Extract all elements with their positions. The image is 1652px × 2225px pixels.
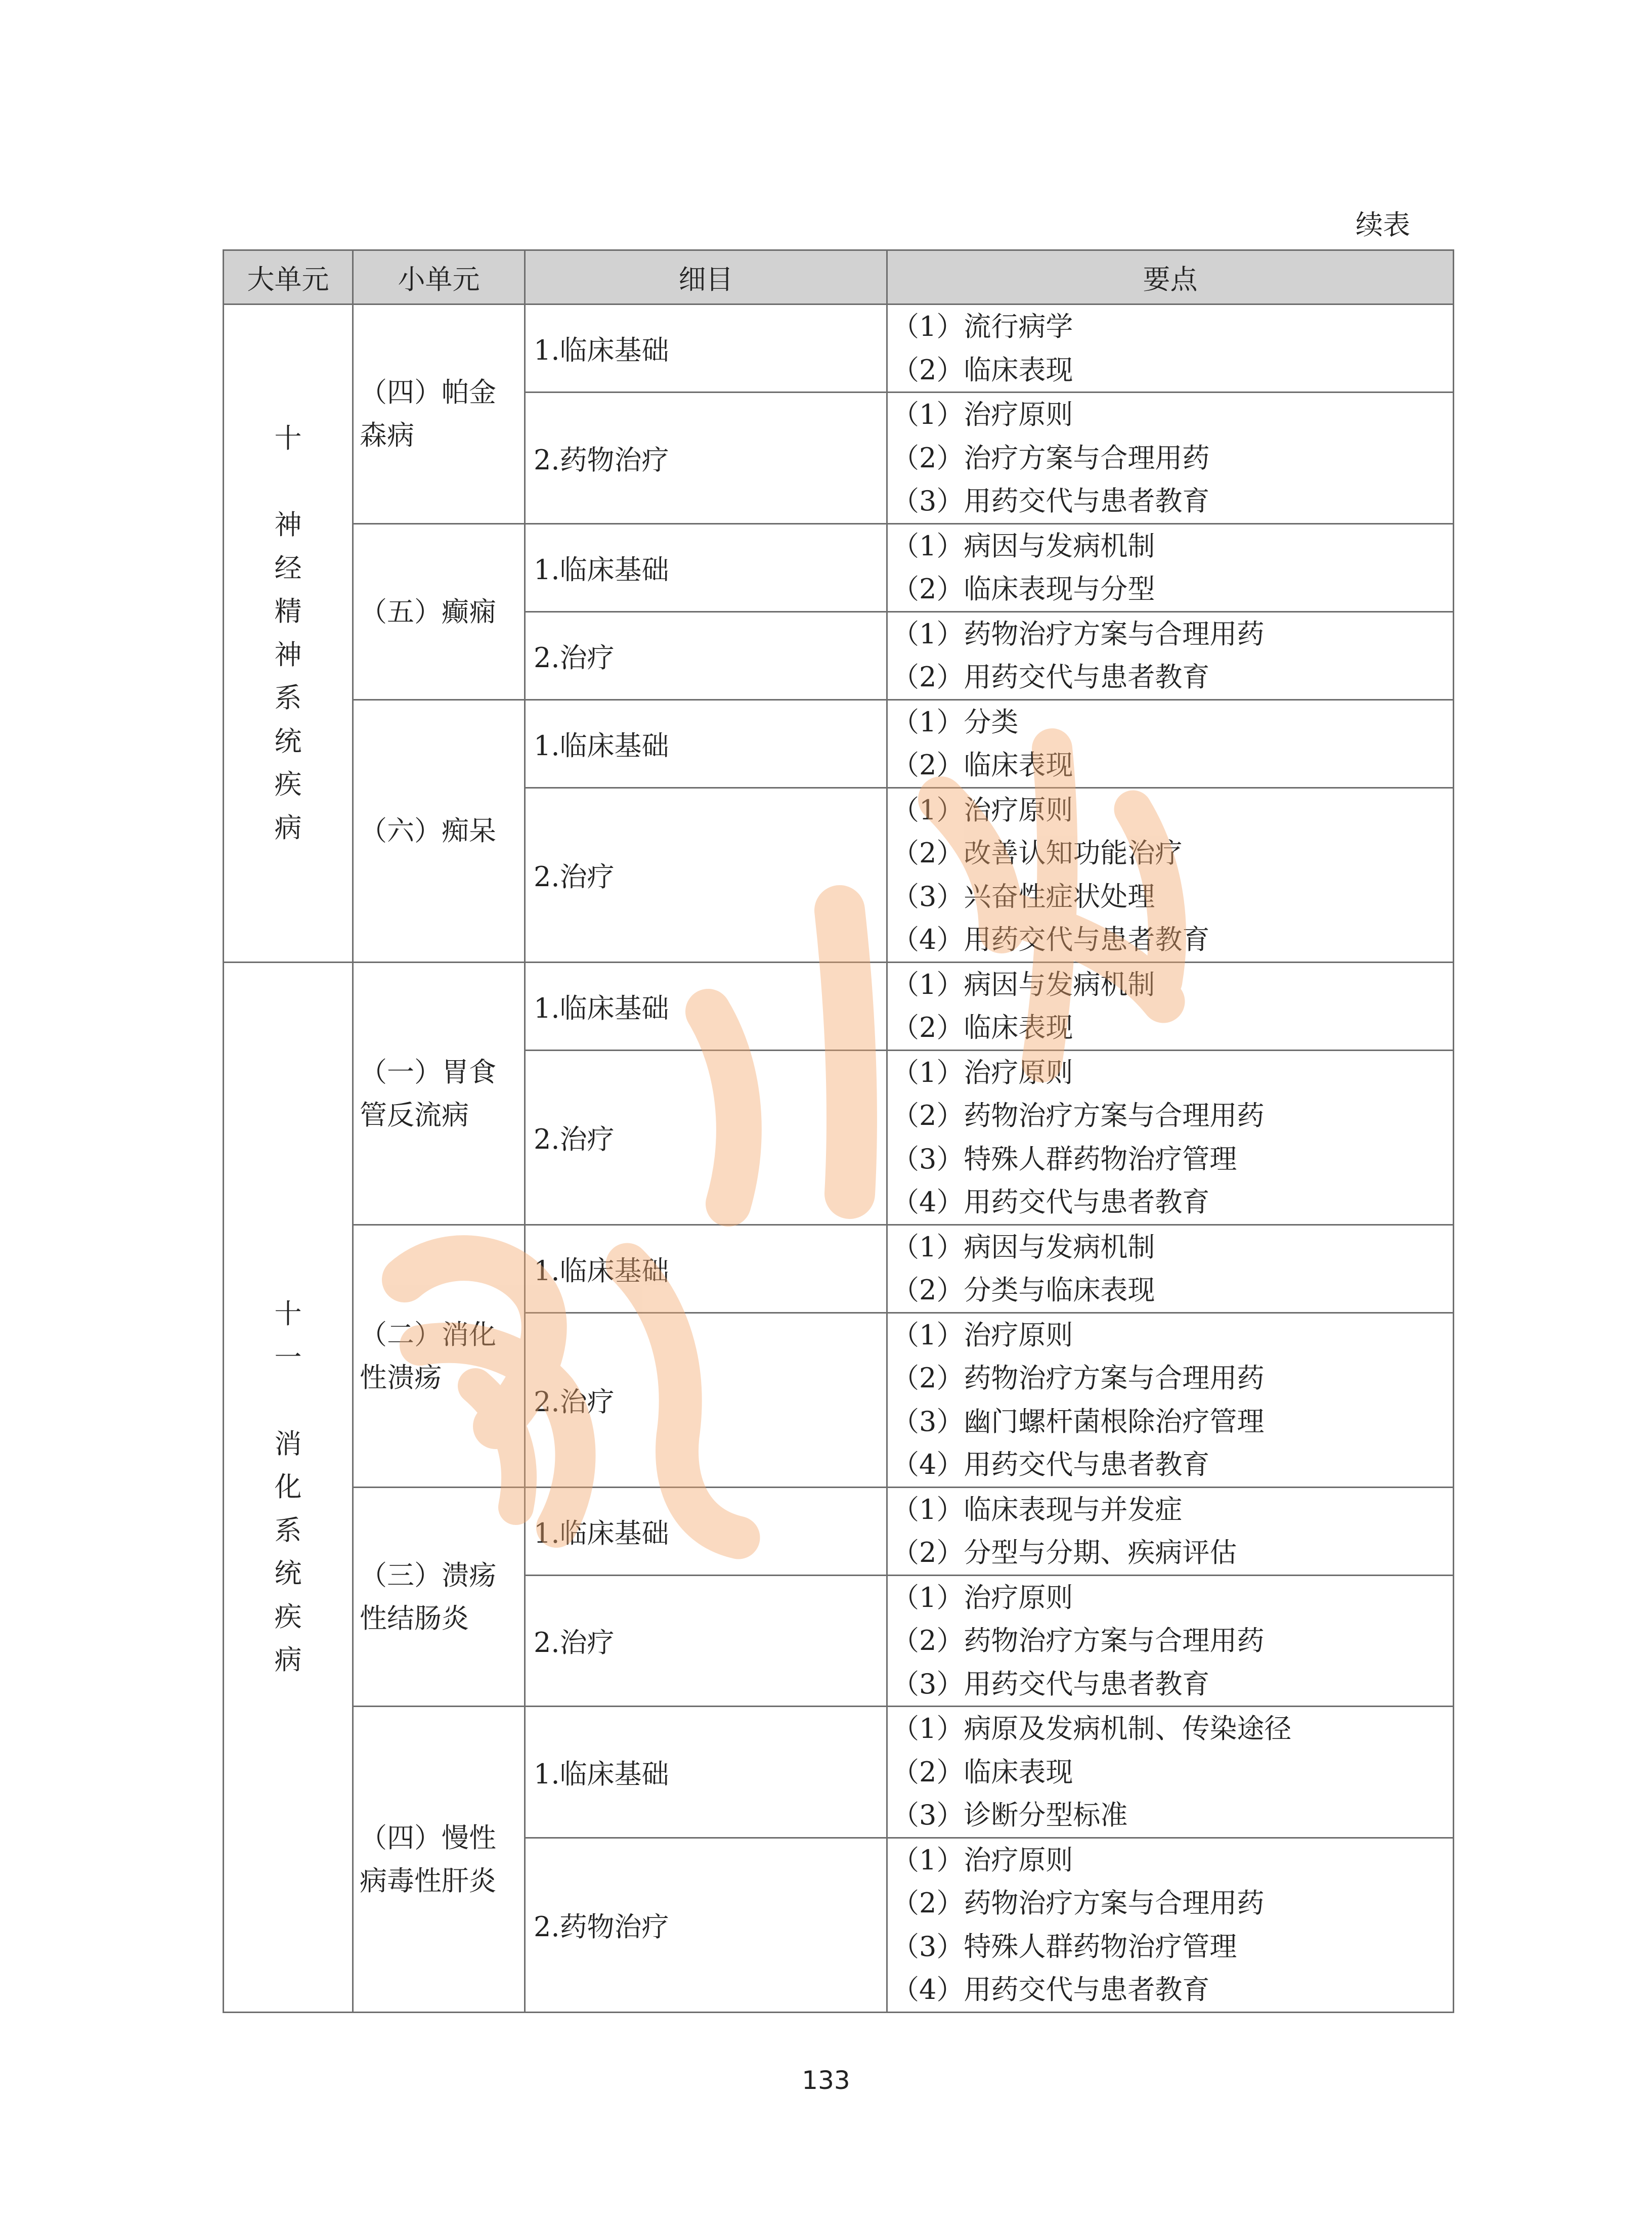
key-point: （3）用药交代与患者教育 [892,485,1210,517]
points-cell [887,1575,1454,1707]
key-point: （2）临床表现 [892,1756,1073,1788]
key-point: （1）病因与发病机制 [892,1231,1155,1263]
major-unit-name: 神经精神系统疾病 [274,509,302,844]
key-point: （4）用药交代与患者教育 [892,1449,1210,1480]
minor-unit-cell: （三）溃疡性结肠炎 [353,1487,525,1707]
points-cell [887,392,1454,524]
points-cell [887,788,1454,962]
key-point: （1）治疗原则 [892,1056,1073,1088]
key-point: （2）药物治疗方案与合理用药 [892,1362,1265,1394]
major-unit-cell [224,304,353,963]
points-cell [887,1225,1454,1313]
key-point: （3）兴奋性症状处理 [892,880,1155,912]
major-unit-cell [224,962,353,2012]
points-cell [887,1050,1454,1225]
key-point: （1）治疗原则 [892,1319,1073,1351]
detail-cell: 2.治疗 [525,1050,887,1225]
key-point: （3）特殊人群药物治疗管理 [892,1143,1237,1175]
key-point: （1）药物治疗方案与合理用药 [892,618,1265,650]
key-point: （1）病因与发病机制 [892,968,1155,1000]
minor-unit-cell: （一）胃食管反流病 [353,962,525,1225]
minor-unit-cell: （二）消化性溃疡 [353,1225,525,1487]
key-point: （1）治疗原则 [892,794,1073,826]
key-point: （2）临床表现 [892,354,1073,386]
table-row [224,1707,1454,1838]
detail-cell: 2.药物治疗 [525,1838,887,2012]
detail-cell: 2.治疗 [525,1575,887,1707]
key-point: （1）治疗原则 [892,399,1073,430]
header-major-unit: 大单元 [224,250,353,304]
header-detail: 细目 [525,250,887,304]
key-point: （1）病因与发病机制 [892,530,1155,562]
major-unit-name: 消化系统疾病 [274,1427,302,1676]
key-point: （1）临床表现与并发症 [892,1493,1183,1525]
points-cell [887,304,1454,392]
detail-cell: 1.临床基础 [525,1487,887,1575]
key-point: （2）治疗方案与合理用药 [892,442,1210,474]
continued-label: 续表 [1356,209,1410,241]
header-key-points: 要点 [887,250,1454,304]
key-point: （4）用药交代与患者教育 [892,924,1210,955]
major-unit-label [272,417,305,849]
minor-unit-cell: （五）癫痫 [353,523,525,700]
key-point: （2）临床表现 [892,749,1073,781]
points-cell [887,1707,1454,1838]
points-cell [887,962,1454,1050]
page-number: 133 [802,2066,850,2095]
key-point: （2）临床表现与分型 [892,573,1155,605]
key-point: （1）治疗原则 [892,1581,1073,1613]
key-point: （2）分类与临床表现 [892,1274,1155,1306]
detail-cell: 1.临床基础 [525,1707,887,1838]
key-point: （3）幽门螺杆菌根除治疗管理 [892,1405,1265,1437]
detail-cell: 2.治疗 [525,1313,887,1487]
minor-unit-cell: （六）痴呆 [353,700,525,962]
table-row [224,700,1454,788]
points-cell [887,612,1454,700]
points-cell [887,523,1454,612]
table-row [224,1225,1454,1313]
key-point: （2）用药交代与患者教育 [892,661,1210,693]
major-unit-label [272,1292,305,1682]
points-cell [887,1838,1454,2012]
table-row [224,523,1454,612]
points-cell [887,1313,1454,1487]
table-row [224,304,1454,392]
key-point: （1）治疗原则 [892,1844,1073,1876]
points-cell [887,700,1454,788]
detail-cell: 2.药物治疗 [525,392,887,524]
key-point: （2）改善认知功能治疗 [892,837,1183,869]
key-point: （4）用药交代与患者教育 [892,1186,1210,1218]
table-row [224,962,1454,1050]
syllabus-table [223,249,1454,2013]
header-minor-unit: 小单元 [353,250,525,304]
key-point: （1）分类 [892,706,1019,738]
major-unit-number: 十一 [274,1298,302,1373]
table-row [224,1487,1454,1575]
detail-cell: 2.治疗 [525,788,887,962]
key-point: （3）诊断分型标准 [892,1799,1128,1831]
key-point: （2）分型与分期、疾病评估 [892,1537,1237,1568]
major-unit-number: 十 [274,422,302,455]
key-point: （2）药物治疗方案与合理用药 [892,1625,1265,1656]
detail-cell: 1.临床基础 [525,523,887,612]
minor-unit-cell: （四）慢性病毒性肝炎 [353,1707,525,2013]
table-header-row [224,250,1454,304]
key-point: （2）药物治疗方案与合理用药 [892,1887,1265,1919]
key-point: （2）临床表现 [892,1012,1073,1043]
key-point: （1）流行病学 [892,311,1073,342]
detail-cell: 1.临床基础 [525,1225,887,1313]
key-point: （4）用药交代与患者教育 [892,1974,1210,2005]
key-point: （3）特殊人群药物治疗管理 [892,1930,1237,1962]
key-point: （1）病原及发病机制、传染途径 [892,1713,1292,1744]
key-point: （3）用药交代与患者教育 [892,1668,1210,1700]
minor-unit-cell: （四）帕金森病 [353,304,525,524]
detail-cell: 1.临床基础 [525,304,887,392]
detail-cell: 2.治疗 [525,612,887,700]
points-cell [887,1487,1454,1575]
detail-cell: 1.临床基础 [525,700,887,788]
detail-cell: 1.临床基础 [525,962,887,1050]
key-point: （2）药物治疗方案与合理用药 [892,1100,1265,1131]
